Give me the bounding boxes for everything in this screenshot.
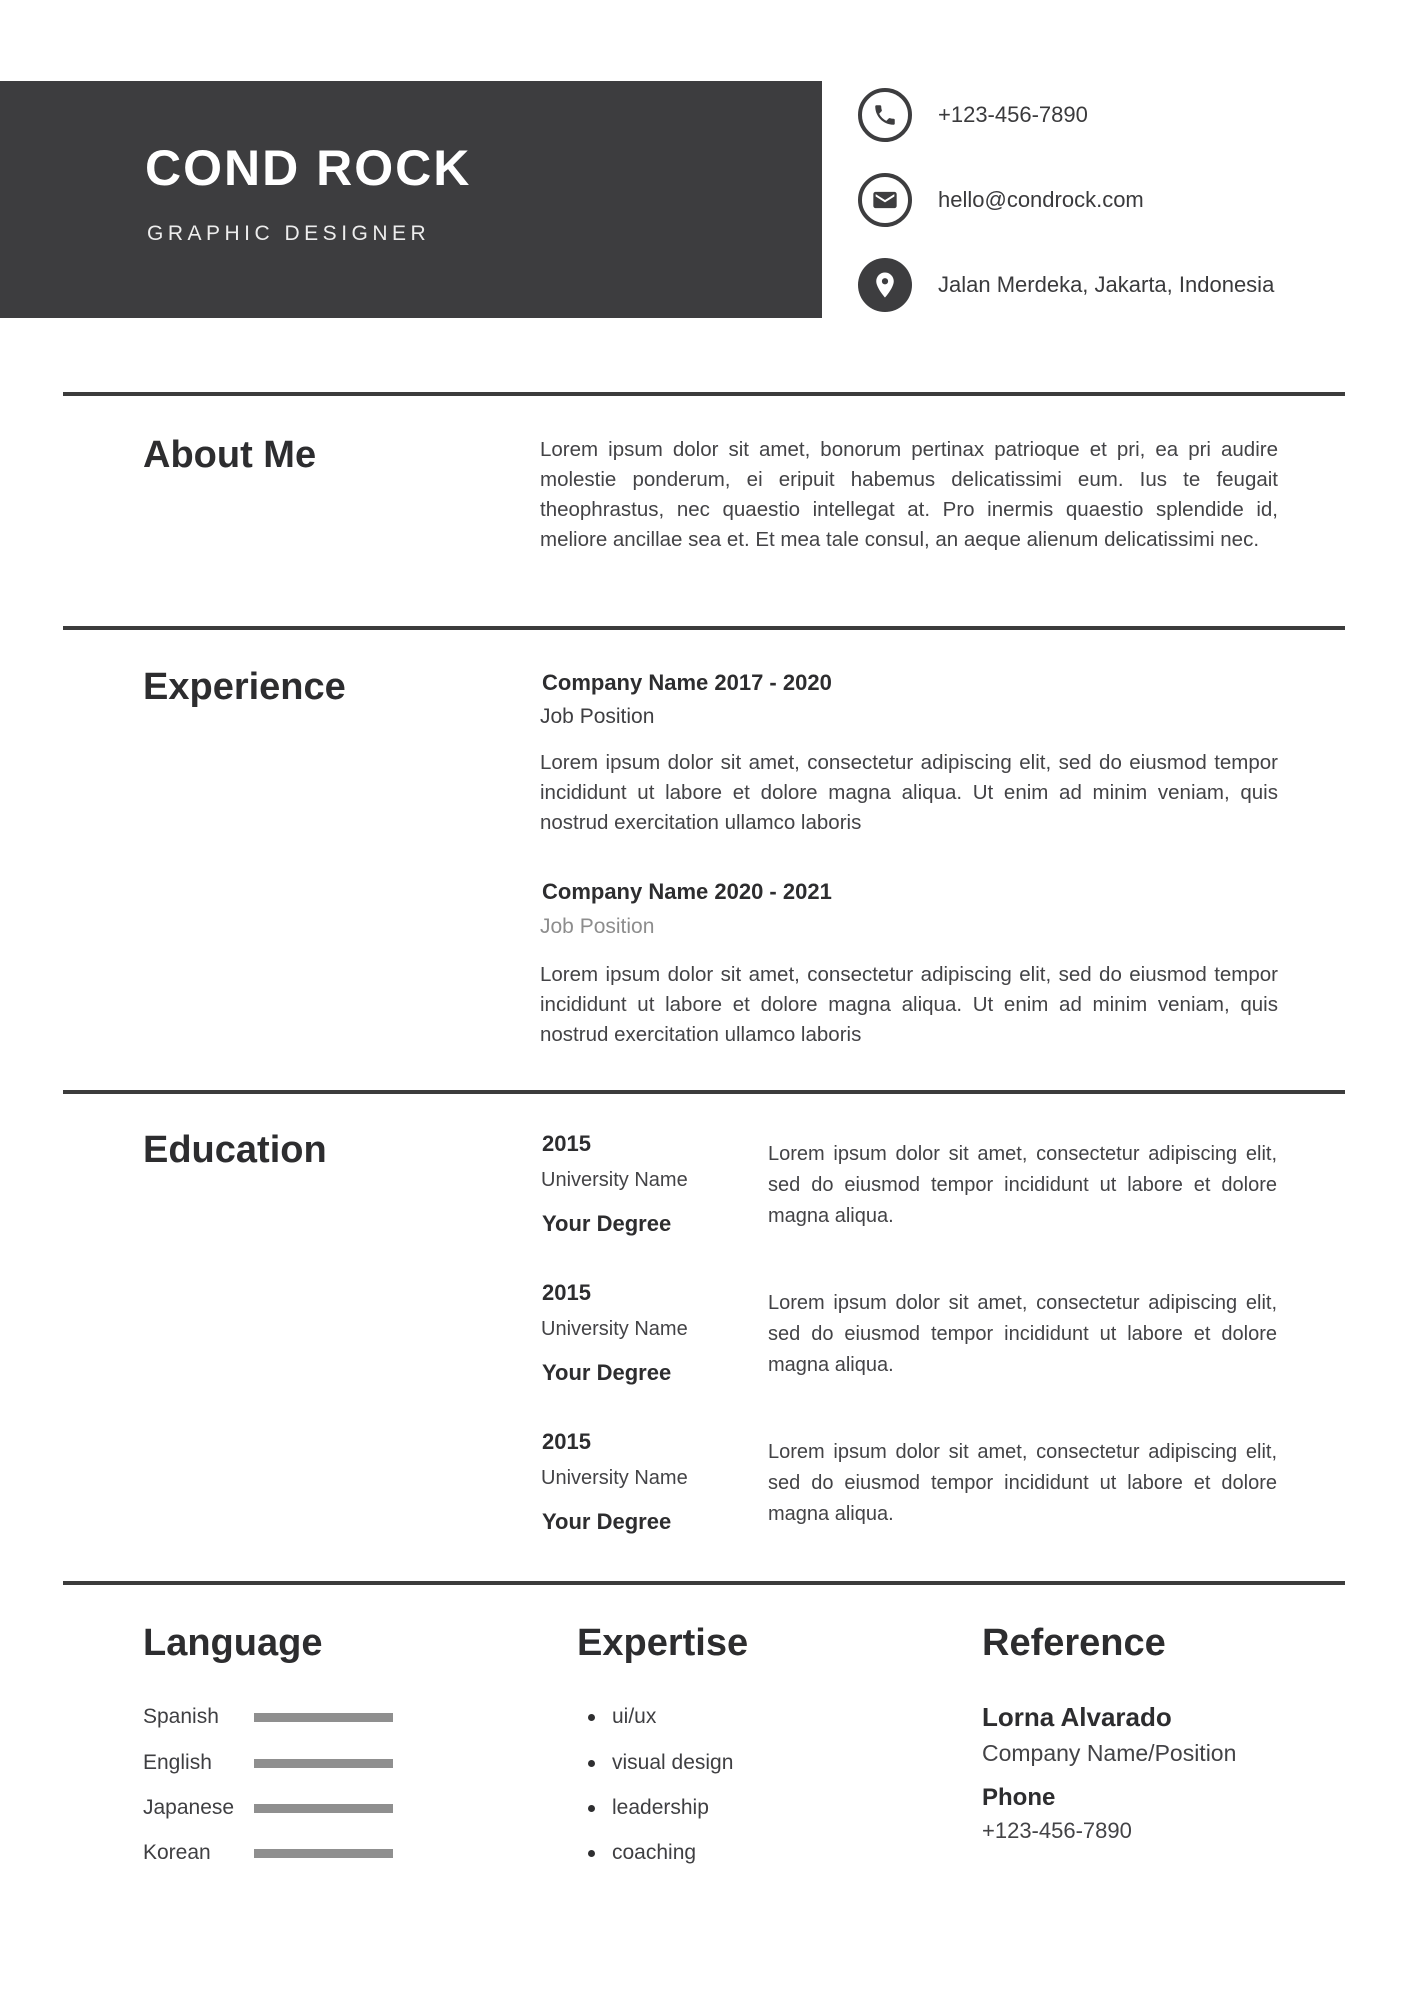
language-row — [143, 1706, 393, 1728]
education-degree: Your Degree — [542, 1509, 672, 1534]
section-divider — [63, 1581, 1345, 1585]
language-heading: Language — [143, 1622, 323, 1664]
reference-name: Lorna Alvarado — [982, 1702, 1172, 1732]
education-description: Lorem ipsum dolor sit amet, consectetur adipiscing elit, sed do eiusmod tempor incididunt ut labore et dolore magna aliqua. — [768, 1441, 1277, 1525]
language-level-bar — [254, 1849, 393, 1858]
language-name: Japanese — [143, 1796, 235, 1819]
bullet-icon — [588, 1714, 595, 1721]
language-row — [143, 1842, 393, 1864]
contact-row-email — [858, 172, 1144, 228]
header-banner — [0, 81, 822, 318]
experience-heading: Experience — [143, 666, 346, 708]
bullet-icon — [588, 1760, 595, 1767]
language-level-bar — [254, 1759, 393, 1768]
bullet-icon — [588, 1805, 595, 1812]
expertise-item — [588, 1706, 656, 1728]
location-icon — [858, 258, 912, 312]
education-description: Lorem ipsum dolor sit amet, consectetur adipiscing elit, sed do eiusmod tempor incididunt ut labore et dolore magna aliqua. — [768, 1143, 1277, 1227]
education-university: University Name — [541, 1169, 688, 1191]
section-divider — [63, 392, 1345, 396]
reference-phone-label: Phone — [982, 1784, 1056, 1811]
reference-phone-number: +123-456-7890 — [982, 1818, 1132, 1843]
expertise-label: leadership — [612, 1796, 709, 1819]
education-year: 2015 — [542, 1280, 591, 1305]
phone-number: +123-456-7890 — [938, 102, 1088, 127]
address-text: Jalan Merdeka, Jakarta, Indonesia — [938, 272, 1275, 297]
education-degree: Your Degree — [542, 1360, 672, 1385]
experience-description: Lorem ipsum dolor sit amet, consectetur adipiscing elit, sed do eiusmod tempor incididunt ut labore et dolore magna aliqua. Ut enim ad minim veniam, quis nostrud exercitation ullamco laboris — [540, 963, 1278, 1046]
language-level-bar — [254, 1804, 393, 1813]
experience-position: Job Position — [540, 915, 655, 938]
experience-company: Company Name 2017 - 2020 — [542, 670, 832, 695]
language-name: Spanish — [143, 1705, 219, 1728]
language-row — [143, 1797, 393, 1819]
language-name: Korean — [143, 1841, 211, 1864]
person-job-title: GRAPHIC DESIGNER — [147, 222, 431, 245]
about-heading: About Me — [143, 434, 317, 476]
contact-row-phone — [858, 87, 1088, 143]
section-divider — [63, 1090, 1345, 1094]
expertise-heading: Expertise — [577, 1622, 749, 1664]
expertise-item — [588, 1797, 709, 1819]
email-address: hello@condrock.com — [938, 187, 1144, 212]
expertise-label: coaching — [612, 1841, 697, 1864]
person-name: COND ROCK — [145, 140, 472, 196]
reference-heading: Reference — [982, 1622, 1166, 1664]
experience-company: Company Name 2020 - 2021 — [542, 879, 832, 904]
education-year: 2015 — [542, 1429, 591, 1454]
experience-description: Lorem ipsum dolor sit amet, consectetur adipiscing elit, sed do eiusmod tempor incididunt ut labore et dolore magna aliqua. Ut enim ad minim veniam, quis nostrud exercitation ullamco laboris — [540, 751, 1278, 834]
education-university: University Name — [541, 1467, 688, 1489]
education-degree: Your Degree — [542, 1211, 672, 1236]
expertise-label: ui/ux — [612, 1705, 657, 1728]
education-university: University Name — [541, 1318, 688, 1340]
expertise-item — [588, 1842, 696, 1864]
reference-company: Company Name/Position — [982, 1740, 1237, 1766]
language-level-bar — [254, 1713, 393, 1722]
email-icon — [858, 173, 912, 227]
contact-row-location — [858, 257, 1274, 313]
experience-position: Job Position — [540, 705, 655, 728]
expertise-label: visual design — [612, 1751, 734, 1774]
education-description: Lorem ipsum dolor sit amet, consectetur adipiscing elit, sed do eiusmod tempor incididunt ut labore et dolore magna aliqua. — [768, 1292, 1277, 1376]
phone-icon — [858, 88, 912, 142]
about-body-text: Lorem ipsum dolor sit amet, bonorum pertinax patrioque et pri, ea pri audire molestie ponderum, ei eripuit habemus delicatissimi eum. Ius te feugait theophrastus, nec quaestio intellegat at. Pro inermis quaestio splendide id, meliore ancillae sea et. Et mea tale consul, an aeque alienum delicatissimi nec. — [540, 438, 1278, 551]
language-row — [143, 1752, 393, 1774]
education-year: 2015 — [542, 1131, 591, 1156]
bullet-icon — [588, 1850, 595, 1857]
section-divider — [63, 626, 1345, 630]
language-name: English — [143, 1751, 212, 1774]
expertise-item — [588, 1752, 733, 1774]
education-heading: Education — [143, 1129, 327, 1171]
